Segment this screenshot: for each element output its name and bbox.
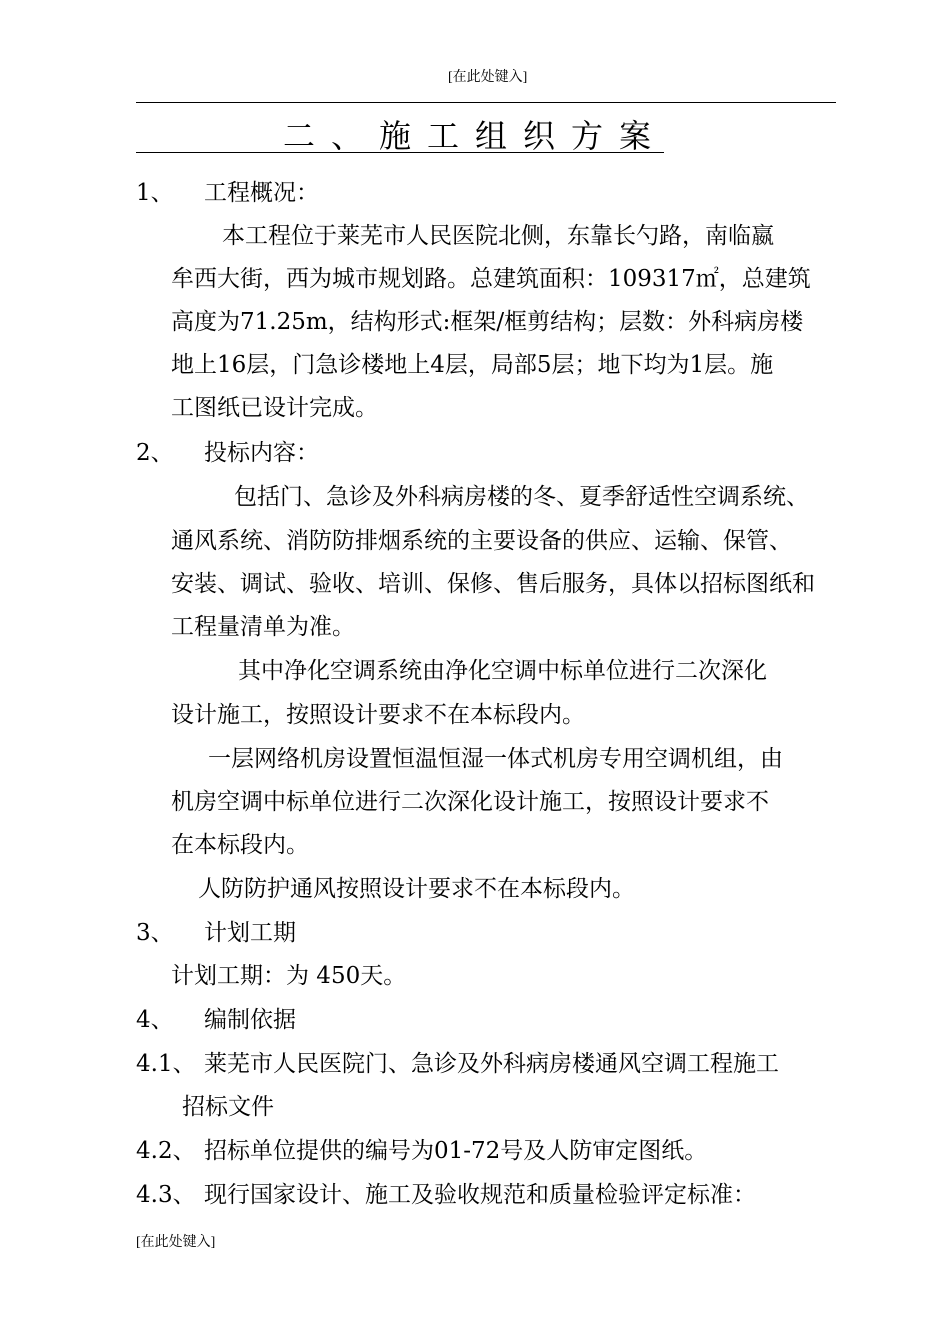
item-4-2-number: 4.2、 bbox=[136, 1138, 196, 1164]
section-2-line: 人防防护通风按照设计要求不在本标段内。 bbox=[198, 876, 635, 902]
section-1-heading: 工程概况： bbox=[204, 180, 319, 206]
section-3-line: 计划工期：为 450天。 bbox=[171, 963, 407, 989]
section-3-number: 3、 bbox=[136, 920, 174, 946]
section-2-line: 通风系统、消防防排烟系统的主要设备的供应、运输、保管、 bbox=[171, 528, 792, 554]
item-4-2-line: 招标单位提供的编号为01-72号及人防审定图纸。 bbox=[204, 1138, 708, 1164]
section-2-line: 包括门、急诊及外科病房楼的冬、夏季舒适性空调系统、 bbox=[234, 484, 809, 510]
section-1-line: 牟西大街，西为城市规划路。总建筑面积：109317㎡，总建筑 bbox=[171, 266, 811, 292]
section-2-line: 设计施工，按照设计要求不在本标段内。 bbox=[171, 702, 585, 728]
section-2-line: 在本标段内。 bbox=[171, 832, 309, 858]
section-4-heading: 编制依据 bbox=[204, 1007, 296, 1033]
section-1-line: 本工程位于莱芜市人民医院北侧，东靠长勺路，南临嬴 bbox=[222, 223, 774, 249]
item-4-1-number: 4.1、 bbox=[136, 1051, 196, 1077]
section-1-line: 地上16层，门急诊楼地上4层，局部5层；地下均为1层。施 bbox=[171, 352, 774, 378]
footer-placeholder[interactable]: [在此处键入] bbox=[136, 1235, 216, 1250]
header-rule bbox=[136, 102, 836, 103]
header-placeholder[interactable]: [在此处键入] bbox=[448, 70, 528, 85]
item-4-3-line: 现行国家设计、施工及验收规范和质量检验评定标准： bbox=[204, 1182, 756, 1208]
title-underline bbox=[136, 152, 664, 153]
item-4-3-number: 4.3、 bbox=[136, 1182, 196, 1208]
section-1-line: 工图纸已设计完成。 bbox=[171, 395, 378, 421]
section-2-line: 一层网络机房设置恒温恒湿一体式机房专用空调机组，由 bbox=[208, 746, 783, 772]
item-4-1-line: 招标文件 bbox=[182, 1094, 274, 1120]
section-2-line: 其中净化空调系统由净化空调中标单位进行二次深化 bbox=[238, 658, 767, 684]
section-2-line: 安装、调试、验收、培训、保修、售后服务，具体以招标图纸和 bbox=[171, 571, 815, 597]
section-2-line: 工程量清单为准。 bbox=[171, 614, 355, 640]
section-3-heading: 计划工期 bbox=[204, 920, 296, 946]
page-title: 二、施工组织方案 bbox=[282, 117, 667, 155]
item-4-1-line: 莱芜市人民医院门、急诊及外科病房楼通风空调工程施工 bbox=[204, 1051, 779, 1077]
section-2-line: 机房空调中标单位进行二次深化设计施工，按照设计要求不 bbox=[171, 789, 769, 815]
section-1-number: 1、 bbox=[136, 180, 174, 206]
section-2-heading: 投标内容： bbox=[204, 440, 319, 466]
section-1-line: 高度为71.25m，结构形式:框架/框剪结构；层数：外科病房楼 bbox=[171, 309, 804, 335]
section-2-number: 2、 bbox=[136, 440, 174, 466]
section-4-number: 4、 bbox=[136, 1007, 174, 1033]
